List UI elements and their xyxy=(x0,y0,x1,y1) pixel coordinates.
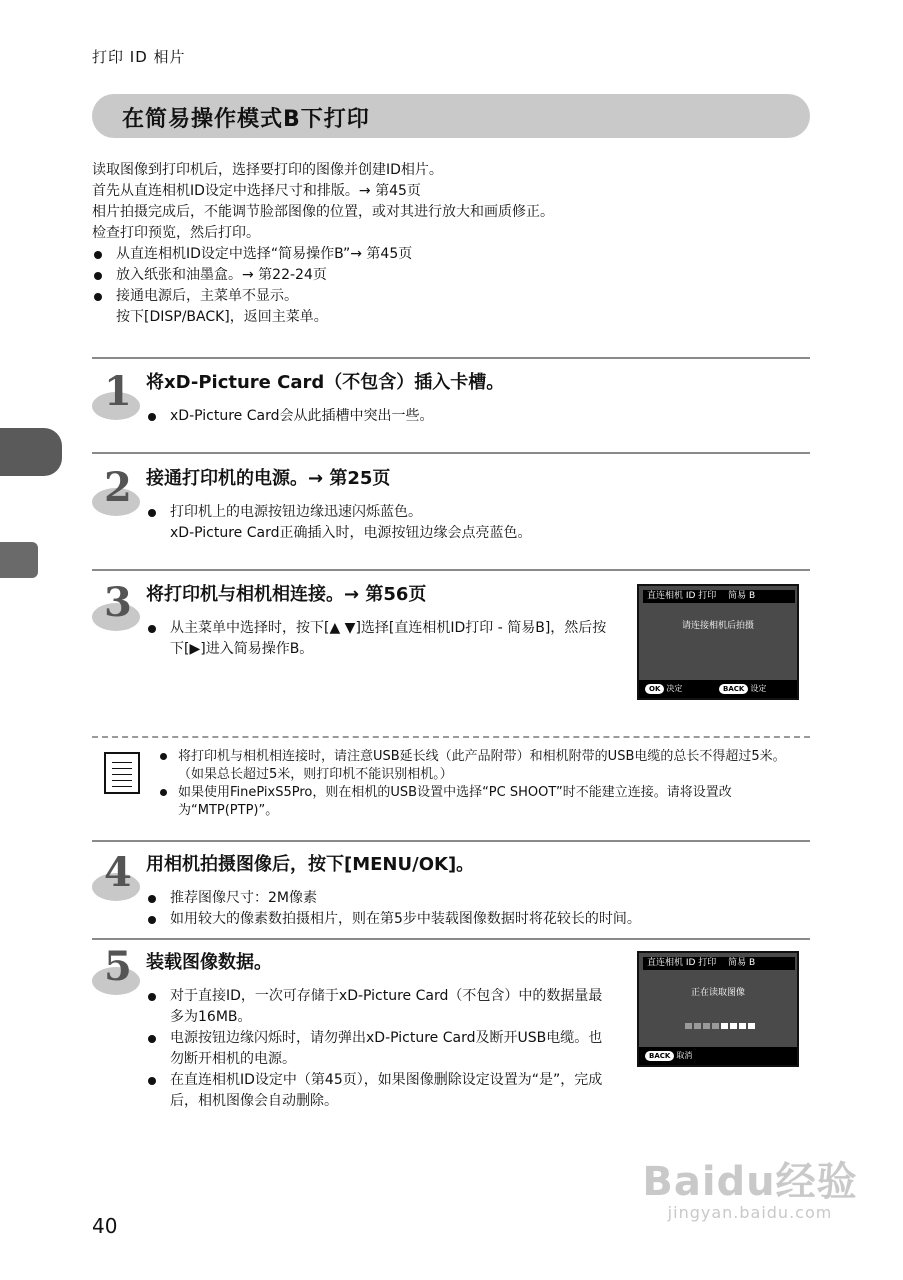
step-number: 4 xyxy=(104,849,132,896)
step-body xyxy=(146,502,766,544)
intro-bullets xyxy=(92,244,792,307)
step-bullet: 在直连相机ID设定中（第45页），如果图像删除设定设置为“是”，完成后，相机图像会自动删除。 xyxy=(146,1070,616,1112)
step-divider xyxy=(92,840,810,842)
step-bullet: xD-Picture Card会从此插槽中突出一些。 xyxy=(146,406,616,427)
step-number: 2 xyxy=(104,464,132,511)
memo-icon xyxy=(104,752,140,794)
note-divider-top xyxy=(92,736,810,738)
back-key-icon: BACK xyxy=(645,1051,674,1061)
progress-segment xyxy=(685,1023,692,1029)
step-body xyxy=(146,986,616,1112)
printer-lcd-loading xyxy=(637,951,799,1067)
step-bullet: 对于直接ID，一次可存储于xD-Picture Card（不包含）中的数据量最多为16MB。 xyxy=(146,986,616,1028)
step-divider xyxy=(92,357,810,359)
step-divider xyxy=(92,569,810,571)
step-title: 接通打印机的电源。→ 第25页 xyxy=(146,468,391,489)
note-text xyxy=(158,748,798,820)
step-title: 将打印机与相机相连接。→ 第56页 xyxy=(146,584,427,605)
chapter-tab xyxy=(0,428,62,476)
step-bullet-sub: xD-Picture Card正确插入时，电源按钮边缘会点亮蓝色。 xyxy=(170,525,532,541)
ok-key-label: 决定 xyxy=(666,684,683,693)
step-title: 装载图像数据。 xyxy=(146,952,272,973)
back-key-label: 取消 xyxy=(676,1051,693,1060)
step-title: 用相机拍摄图像后，按下[MENU/OK]。 xyxy=(146,854,475,875)
back-key-icon: BACK xyxy=(719,684,748,694)
step-body xyxy=(146,618,616,660)
progress-segment xyxy=(712,1023,719,1029)
step-number: 5 xyxy=(104,943,132,990)
step-body xyxy=(146,888,786,930)
section-title: 在简易操作模式B下打印 xyxy=(122,107,370,132)
loading-progress xyxy=(685,1023,755,1029)
page-header-label: 打印 ID 相片 xyxy=(92,48,186,66)
back-key-label: 设定 xyxy=(750,684,767,693)
step-number: 1 xyxy=(104,368,132,415)
step-title: 将xD-Picture Card（不包含）插入卡槽。 xyxy=(146,372,505,393)
note-bullet: 将打印机与相机相连接时，请注意USB延长线（此产品附带）和相机附带的USB电缆的总长不得超过5米。（如果总长超过5米，则打印机不能识别相机。） xyxy=(158,748,798,784)
step-bullet: 如用较大的像素数拍摄相片，则在第5步中装载图像数据时将花较长的时间。 xyxy=(146,909,786,930)
lcd-footer xyxy=(639,1047,797,1065)
progress-segment xyxy=(730,1023,737,1029)
lcd-footer xyxy=(639,680,797,698)
watermark xyxy=(640,1150,860,1222)
ok-key-icon: OK xyxy=(645,684,664,694)
intro-bullet: 放入纸张和油墨盒。→ 第22-24页 xyxy=(92,265,792,286)
step-bullet: 从主菜单中选择时，按下[▲ ▼]选择[直连相机ID打印 - 简易B]，然后按下[▶]进入简易操作B。 xyxy=(146,618,616,660)
step-bullet: 打印机上的电源按钮边缘迅速闪烁蓝色。 xyxy=(146,502,766,523)
lcd-header: 直连相机 ID 打印 简易 B xyxy=(643,957,795,970)
lcd-message: 正在读取图像 xyxy=(690,988,745,998)
intro-bullet: 接通电源后，主菜单不显示。 xyxy=(92,286,792,307)
intro-line: 读取图像到打印机后，选择要打印的图像并创建ID相片。 xyxy=(92,162,443,178)
progress-segment xyxy=(694,1023,701,1029)
intro-bullet: 从直连相机ID设定中选择“简易操作B”→ 第45页 xyxy=(92,244,792,265)
step-divider xyxy=(92,938,810,940)
printer-lcd-connect xyxy=(637,584,799,700)
step-divider xyxy=(92,452,810,454)
progress-segment xyxy=(739,1023,746,1029)
chapter-subtab xyxy=(0,542,38,578)
watermark-logo: Baidu经验 xyxy=(642,1159,858,1205)
step-bullet: 推荐图像尺寸：2M像素 xyxy=(146,888,786,909)
intro-line: 相片拍摄完成后，不能调节脸部图像的位置，或对其进行放大和画质修正。 xyxy=(92,204,554,220)
step-number: 3 xyxy=(104,579,132,626)
step-bullet: 电源按钮边缘闪烁时，请勿弹出xD-Picture Card及断开USB电缆。也勿断开相机的电源。 xyxy=(146,1028,616,1070)
progress-segment xyxy=(748,1023,755,1029)
step-body xyxy=(146,406,616,427)
progress-segment xyxy=(721,1023,728,1029)
intro-bullet-sub: 按下[DISP/BACK]，返回主菜单。 xyxy=(116,309,328,325)
note-bullet: 如果使用FinePixS5Pro，则在相机的USB设置中选择“PC SHOOT”时不能建立连接。请将设置改为“MTP(PTP)”。 xyxy=(158,784,798,820)
intro-line: 检查打印预览，然后打印。 xyxy=(92,225,260,241)
intro-line: 首先从直连相机ID设定中选择尺寸和排版。→ 第45页 xyxy=(92,183,421,199)
intro-text xyxy=(92,160,792,328)
page-number: 40 xyxy=(92,1214,118,1238)
lcd-header: 直连相机 ID 打印 简易 B xyxy=(643,590,795,603)
progress-segment xyxy=(703,1023,710,1029)
lcd-message: 请连接相机后拍摄 xyxy=(681,621,754,631)
watermark-url: jingyan.baidu.com xyxy=(667,1203,833,1222)
